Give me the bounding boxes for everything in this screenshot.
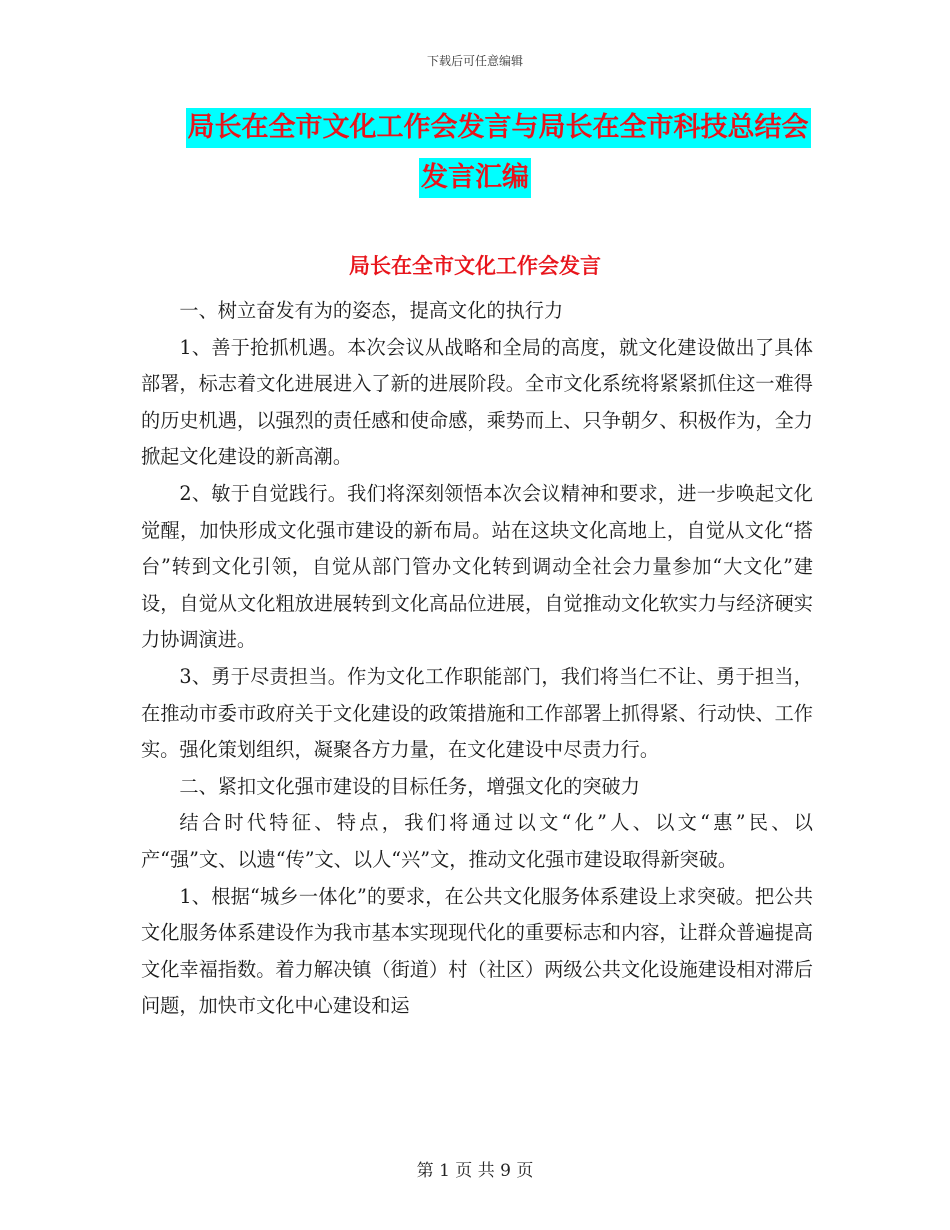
page-footer: 第 1 页 共 9 页	[416, 1161, 534, 1181]
body-text	[141, 293, 813, 1025]
heading-paragraph-2: 二、紧扣文化强市建设的目标任务，增强文化的突破力	[179, 774, 640, 798]
paragraph: 2、敏于自觉践行。我们将深刻领悟本次会议精神和要求，进一步唤起文化觉醒，加快形成文化强市建设的新布局。站在这块文化高地上，自觉从文化“搭台”转到文化引领，自觉从部门管办文化转到调动全社会力量参加“大文化”建设，自觉从文化粗放进展转到文化高品位进展，自觉推动文化软实力与经济硬实力协调演进。	[141, 481, 813, 652]
section-title: 局长在全市文化工作会发言	[349, 254, 601, 278]
paragraph: 1、根据“城乡一体化”的要求，在公共文化服务体系建设上求突破。把公共文化服务体系建设作为我市基本实现现代化的重要标志和内容，让群众普遍提高文化幸福指数。着力解决镇（街道）村（社区）两级公共文化设施建设相对滞后问题，加快市文化中心建设和运	[141, 884, 813, 1018]
paragraph: 1、善于抢抓机遇。本次会议从战略和全局的高度，就文化建设做出了具体部署，标志着文化进展进入了新的进展阶段。全市文化系统将紧紧抓住这一难得的历史机遇，以强烈的责任感和使命感，乘势而上、只争朝夕、积极作为，全力掀起文化建设的新高潮。	[141, 335, 813, 469]
heading-paragraph-1: 一、树立奋发有为的姿态，提高文化的执行力	[179, 299, 564, 322]
document-title	[0, 108, 950, 198]
document-title-line-2: 发言汇编	[419, 158, 531, 198]
header-note: 下载后可任意编辑	[426, 54, 523, 68]
paragraph: 结合时代特征、特点，我们将通过以文“化”人、以文“惠”民、以产“强”文、以遗“传”文、以人“兴”文，推动文化强市建设取得新突破。	[141, 811, 813, 871]
paragraph: 3、勇于尽责担当。作为文化工作职能部门，我们将当仁不让、勇于担当，在推动市委市政府关于文化建设的政策措施和工作部署上抓得紧、行动快、工作实。强化策划组织，凝聚各方力量，在文化建设中尽责力行。	[141, 664, 813, 762]
document-title-line-1: 局长在全市文化工作会发言与局长在全市科技总结会	[186, 108, 811, 148]
